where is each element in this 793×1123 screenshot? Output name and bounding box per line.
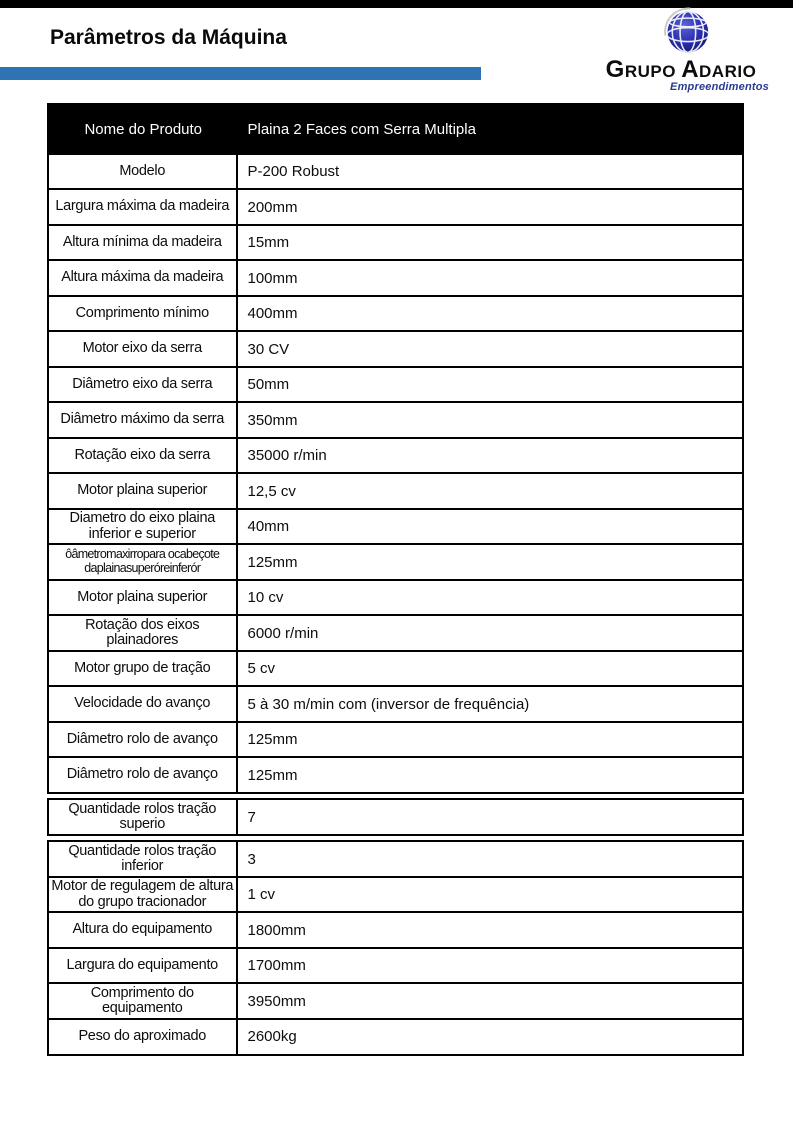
param-label-cell: Comprimento mínimo [49,297,238,331]
company-logo [585,6,777,93]
table-row [47,876,744,914]
accent-bar [0,67,481,80]
param-label-cell: Quantidade rolos tração inferior [49,842,238,876]
param-value-cell: 200mm [247,198,298,216]
table-row [47,188,744,226]
param-value-cell: 2600kg [247,1028,297,1045]
table-row [47,650,744,688]
logo-text: GRUPO ADARIO [605,56,757,83]
page-title: Parâmetros da Máquina [50,26,287,49]
logo-subtitle: Empreendimentos [670,81,769,93]
table-row [47,330,744,368]
param-label-cell: Quantidade rolos tração superio [49,800,238,834]
param-label-cell: Diâmetro rolo de avanço [49,723,238,757]
param-label-cell: Peso do aproximado [49,1020,238,1054]
table-row [47,840,744,878]
param-value-cell: 125mm [247,553,298,571]
table-row [47,259,744,297]
param-label-cell: Comprimento do equipamento [49,984,238,1018]
param-value-cell: P-200 Robust [247,163,340,180]
table-header-row [47,103,744,155]
table-row [47,224,744,262]
table-row [47,721,744,759]
param-label-cell: Diâmetro rolo de avanço [49,758,238,792]
param-value-cell: 5 à 30 m/min com (inversor de frequência) [247,695,530,713]
table-row [47,401,744,439]
parameters-table [47,103,744,1056]
param-label-cell: Altura máxima da madeira [49,261,238,295]
table-row [47,295,744,333]
table-row [47,579,744,617]
param-label-cell: Motor grupo de tração [49,652,238,686]
param-value-cell: 1700mm [247,957,306,974]
param-value-cell: 40mm [247,518,290,535]
param-label-cell: Motor plaina superior [49,581,238,615]
param-label-cell: Rotação dos eixos plainadores [49,616,238,650]
param-value-cell: 15mm [247,234,290,251]
param-label-cell: Diâmetro máximo da serra [49,403,238,437]
param-label-cell: Modelo [49,155,238,189]
table-row [47,798,744,836]
table-row [47,437,744,475]
param-value-cell: 350mm [247,411,298,429]
param-label-cell: Motor de regulagem de altura do grupo tracionador [49,878,238,912]
param-value-cell: 6000 r/min [247,624,319,642]
param-label-cell: Altura do equipamento [49,913,238,947]
param-value-cell: 7 [247,808,256,826]
table-row [47,982,744,1020]
param-label-cell: Velocidade do avanço [49,687,238,721]
table-row [47,911,744,949]
param-label-cell: Motor plaina superior [49,474,238,508]
table-row [47,472,744,510]
param-value-cell: 1800mm [247,921,306,939]
param-label-cell: Rotação eixo da serra [49,439,238,473]
param-label-cell: Largura máxima da madeira [49,190,238,224]
param-value-cell: 125mm [247,731,298,748]
param-label-cell: Diâmetro eixo da serra [49,368,238,402]
table-row [47,543,744,581]
param-value-cell: 5 cv [247,660,276,677]
param-value-cell: 1 cv [247,886,276,903]
table-row [47,685,744,723]
table-row [47,153,744,191]
table-body [47,153,744,1056]
param-label-cell: Largura do equipamento [49,949,238,983]
header-value-cell: Plaina 2 Faces com Serra Multipla [247,120,476,138]
param-value-cell: 12,5 cv [247,482,296,500]
table-row [47,508,744,546]
param-value-cell: 30 CV [247,340,290,358]
param-value-cell: 100mm [247,269,298,287]
header-label-cell: Nome do Produto [84,120,203,138]
param-label-cell: ôâmetromaxirropara ocabeçote daplainasuperóreinferór [49,545,238,579]
table-row [47,756,744,794]
param-label-cell: Altura mínima da madeira [49,226,238,260]
param-value-cell: 3 [247,850,256,868]
table-row [47,947,744,985]
param-label-cell: Motor eixo da serra [49,332,238,366]
table-row [47,614,744,652]
param-label-cell: Diametro do eixo plaina inferior e superior [49,510,238,544]
param-value-cell: 50mm [247,376,290,393]
param-value-cell: 3950mm [247,992,306,1010]
param-value-cell: 35000 r/min [247,447,327,464]
param-value-cell: 400mm [247,305,298,322]
param-value-cell: 10 cv [247,589,284,606]
param-value-cell: 125mm [247,766,298,784]
globe-icon [585,6,777,58]
table-row [47,1018,744,1056]
table-row [47,366,744,404]
